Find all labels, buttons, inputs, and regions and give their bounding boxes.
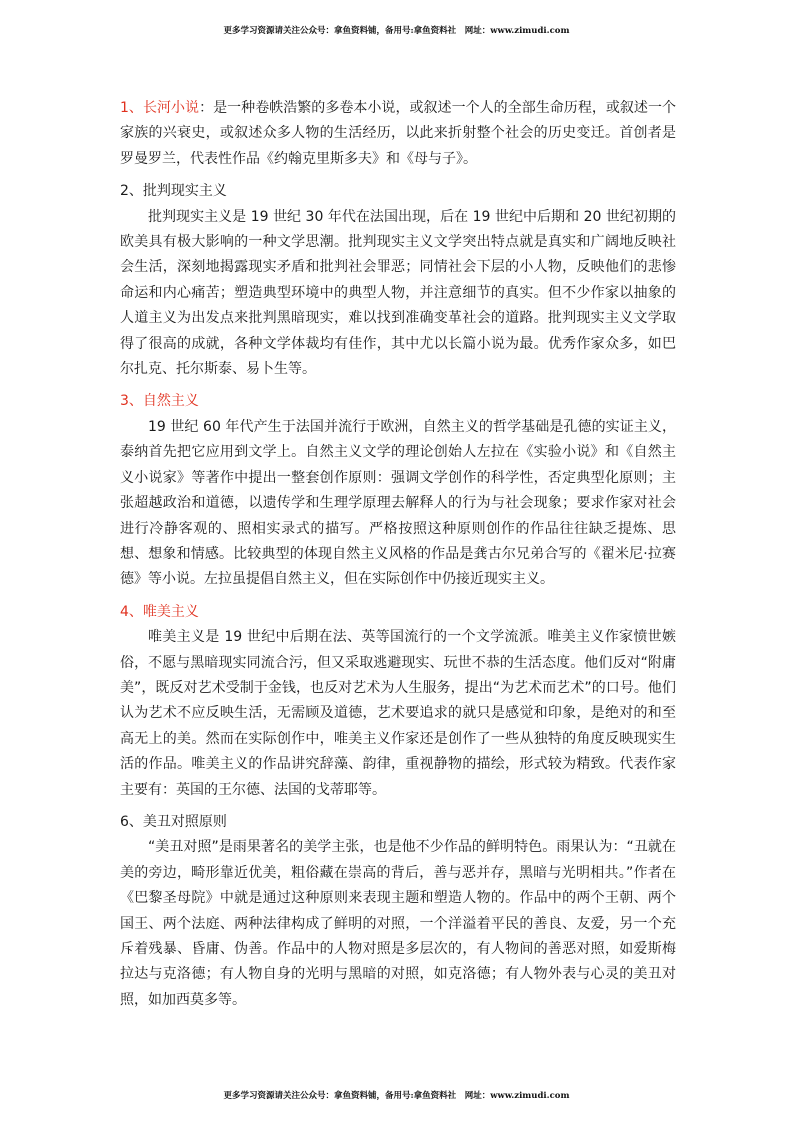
section-heading: 3、自然主义 (120, 393, 199, 410)
section-beauty-ugliness-contrast (120, 810, 676, 1013)
section-naturalism (120, 389, 676, 592)
section-critical-realism (120, 179, 676, 382)
section-heading: 2、批判现实主义 (120, 183, 227, 200)
section-heading: 6、美丑对照原则 (120, 813, 227, 830)
paragraph-text: 19 世纪 60 年代产生于法国并流行于欧洲，自然主义的哲学基础是孔德的实证主义，泰纳首先把它应用到文学上。自然主义文学的理论创始人左拉在《实验小说》和《自然主义小说家》等著作中提出一整套创作原则：强调文学创作的科学性，否定典型化原则；主张超越政治和道德，以遗传学和生理学原理去解释人的行为与社会现象；要求作家对社会进行冷静客观的、照相实录式的描写。严格按照这种原则创作的作品往往缺乏提炼、思想、想象和情感。比较典型的体现自然主义风格的作品是龚古尔兄弟合写的《翟米尼·拉赛德》等小说。左拉虽提倡自然主义，但在实际创作中仍接近现实主义。 (120, 418, 676, 588)
section-long-river-novel (120, 96, 676, 172)
document-body (120, 96, 676, 1020)
paragraph (120, 96, 676, 172)
footer-banner: 更多学习资源请关注公众号：拿鱼资料铺，备用号:拿鱼资料社 网址：www.zimudi.com (223, 1091, 570, 1101)
section-aestheticism (120, 600, 676, 803)
section-heading: 1、长河小说 (120, 100, 200, 116)
paragraph-text: ：是一种卷帙浩繁的多卷本小说，或叙述一个人的全部生命历程，或叙述一个家族的兴衰史，或叙述众多人物的生活经历，以此来折射整个社会的历史变迁。首创者是罗曼罗兰，代表性作品《约翰克里斯多夫》和《母与子》。 (120, 100, 676, 167)
paragraph-text: “美丑对照”是雨果著名的美学主张，也是他不少作品的鲜明特色。雨果认为：“丑就在美的旁边，畸形靠近优美，粗俗藏在崇高的背后，善与恶并存，黑暗与光明相共。”作者在《巴黎圣母院》中就是通过这种原则来表现主题和塑造人物的。作品中的两个王朝、两个国王、两个法庭、两种法律构成了鲜明的对照，一个洋溢着平民的善良、友爱，另一个充斥着残暴、昏庸、伪善。作品中的人物对照是多层次的，有人物间的善恶对照，如爱斯梅拉达与克洛德；有人物自身的光明与黑暗的对照，如克洛德；有人物外表与心灵的美丑对照，如加西莫多等。 (120, 839, 676, 1008)
header-banner: 更多学习资源请关注公众号：拿鱼资料铺，备用号:拿鱼资料社 网址：www.zimudi.com (223, 26, 570, 36)
paragraph-text: 批判现实主义是 19 世纪 30 年代在法国出现，后在 19 世纪中后期和 20 世纪初期的欧美具有极大影响的一种文学思潮。批判现实主义文学突出特点就是真实和广阔地反映社会生活，深刻地揭露现实矛盾和批判社会罪恶；同情社会下层的小人物，反映他们的悲惨命运和内心痛苦；塑造典型环境中的典型人物，并注意细节的真实。但不少作家以抽象的人道主义为出发点来批判黑暗现实，难以找到准确变革社会的道路。批判现实主义文学取得了很高的成就，各种文学体裁均有佳作，其中尤以长篇小说为最。优秀作家众多，如巴尔扎克、托尔斯泰、易卜生等。 (120, 208, 676, 378)
section-heading: 4、唯美主义 (120, 603, 199, 620)
paragraph-text: 唯美主义是 19 世纪中后期在法、英等国流行的一个文学流派。唯美主义作家愤世嫉俗，不愿与黑暗现实同流合污，但又采取逃避现实、玩世不恭的生活态度。他们反对“附庸美”，既反对艺术受制于金钱，也反对艺术为人生服务，提出“为艺术而艺术”的口号。他们认为艺术不应反映生活，无需顾及道德，艺术要追求的就只是感觉和印象，是绝对的和至高无上的美。然而在实际创作中，唯美主义作家还是创作了一些从独特的角度反映现实生活的作品。唯美主义的作品讲究辞藻、韵律，重视静物的描绘，形式较为精致。代表作家主要有：英国的王尔德、法国的戈蒂耶等。 (120, 629, 676, 798)
